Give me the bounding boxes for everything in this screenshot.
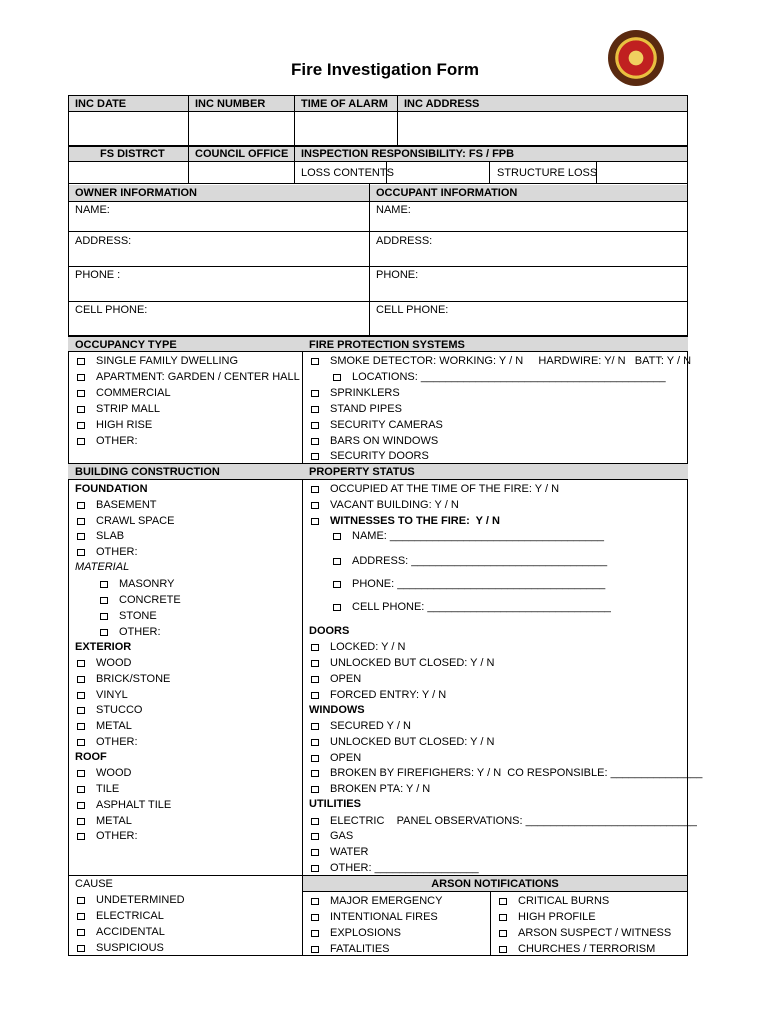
witness-field[interactable]: ADDRESS: ________________________________ (333, 555, 607, 567)
checkbox-icon[interactable] (311, 660, 319, 667)
exterior-subheading: EXTERIOR (75, 641, 132, 653)
checkbox-icon[interactable] (77, 802, 85, 809)
material-option[interactable]: CONCRETE (100, 594, 181, 606)
checkbox-icon[interactable] (77, 676, 85, 683)
roof-subheading: ROOF (75, 751, 107, 763)
owner-name-field[interactable]: NAME: (75, 204, 110, 216)
header-input-row[interactable] (68, 112, 688, 146)
material-option[interactable]: MASONRY (100, 578, 174, 590)
inc-number-label: INC NUMBER (195, 98, 266, 110)
cause-option[interactable]: ELECTRICAL (77, 910, 164, 922)
owner-phone-field[interactable]: PHONE : (75, 269, 121, 281)
arson-option[interactable]: EXPLOSIONS (311, 927, 401, 939)
occupancy-option[interactable]: SINGLE FAMILY DWELLING (77, 355, 238, 367)
fire-protection-option[interactable]: LOCATIONS: ________________________________________ (333, 371, 666, 383)
checkbox-icon[interactable] (77, 833, 85, 840)
checkbox-icon[interactable] (311, 453, 319, 460)
fire-protection-option[interactable]: SECURITY DOORS (311, 450, 429, 462)
occupancy-option[interactable]: OTHER: (77, 435, 138, 447)
checkbox-icon[interactable] (77, 422, 85, 429)
checkbox-icon[interactable] (311, 849, 319, 856)
checkbox-icon[interactable] (77, 818, 85, 825)
roof-option[interactable]: METAL (77, 815, 132, 827)
fire-protection-option[interactable]: SPRINKLERS (311, 387, 400, 399)
checkbox-icon[interactable] (311, 739, 319, 746)
exterior-option[interactable]: OTHER: (77, 736, 138, 748)
exterior-option[interactable]: STUCCO (77, 704, 142, 716)
checkbox-icon[interactable] (311, 644, 319, 651)
checkbox-icon[interactable] (77, 406, 85, 413)
owner-address-field[interactable]: ADDRESS: (75, 235, 132, 247)
checkbox-icon[interactable] (499, 930, 507, 937)
checkbox-icon[interactable] (77, 358, 85, 365)
checkbox-icon[interactable] (311, 946, 319, 953)
roof-option[interactable]: WOOD (77, 767, 131, 779)
checkbox-icon[interactable] (77, 945, 85, 952)
occupancy-option[interactable]: COMMERCIAL (77, 387, 171, 399)
arson-option[interactable]: CRITICAL BURNS (499, 895, 609, 907)
arson-option[interactable]: ARSON SUSPECT / WITNESS (499, 927, 671, 939)
checkbox-icon[interactable] (77, 739, 85, 746)
inspection-label: INSPECTION RESPONSIBILITY: FS / FPB (301, 148, 515, 160)
windows-subheading: WINDOWS (309, 704, 365, 716)
utility-option[interactable]: GAS (311, 830, 353, 842)
checkbox-icon[interactable] (311, 865, 319, 872)
checkbox-icon[interactable] (311, 770, 319, 777)
checkbox-icon[interactable] (333, 581, 341, 588)
checkbox-icon[interactable] (77, 770, 85, 777)
checkbox-icon[interactable] (77, 502, 85, 509)
checkbox-icon[interactable] (499, 898, 507, 905)
checkbox-icon[interactable] (77, 390, 85, 397)
foundation-subheading: FOUNDATION (75, 483, 148, 495)
checkbox-icon[interactable] (311, 914, 319, 921)
material-option[interactable]: OTHER: (100, 626, 161, 638)
council-office-label: COUNCIL OFFICE (195, 148, 289, 160)
checkbox-icon[interactable] (77, 438, 85, 445)
utility-option[interactable]: WATER (311, 846, 369, 858)
foundation-option[interactable]: BASEMENT (77, 499, 157, 511)
cause-option[interactable]: UNDETERMINED (77, 894, 185, 906)
property-option[interactable]: WITNESSES TO THE FIRE: Y / N (311, 515, 500, 527)
checkbox-icon[interactable] (311, 930, 319, 937)
checkbox-icon[interactable] (77, 660, 85, 667)
cause-option[interactable]: ACCIDENTAL (77, 926, 165, 938)
time-of-alarm-label: TIME OF ALARM (301, 98, 388, 110)
fire-protection-option[interactable]: BARS ON WINDOWS (311, 435, 438, 447)
checkbox-icon[interactable] (311, 723, 319, 730)
checkbox-icon[interactable] (499, 914, 507, 921)
occupant-cell-field[interactable]: CELL PHONE: (376, 304, 449, 316)
cause-option[interactable]: SUSPICIOUS (77, 942, 164, 954)
fs-district-label: FS DISTRCT (100, 148, 165, 160)
checkbox-icon[interactable] (77, 707, 85, 714)
structure-loss-label: STRUCTURE LOSS (497, 167, 598, 179)
checkbox-icon[interactable] (77, 786, 85, 793)
fire-protection-option[interactable]: SECURITY CAMERAS (311, 419, 443, 431)
occupant-phone-field[interactable]: PHONE: (376, 269, 419, 281)
checkbox-icon[interactable] (311, 692, 319, 699)
property-option[interactable]: VACANT BUILDING: Y / N (311, 499, 459, 511)
door-option[interactable]: OPEN (311, 673, 361, 685)
door-option[interactable]: UNLOCKED BUT CLOSED: Y / N (311, 657, 494, 669)
checkbox-icon[interactable] (77, 897, 85, 904)
checkbox-icon[interactable] (333, 533, 341, 540)
fire-protection-option[interactable]: STAND PIPES (311, 403, 402, 415)
occupancy-option[interactable]: HIGH RISE (77, 419, 152, 431)
arson-option[interactable]: CHURCHES / TERRORISM (499, 943, 655, 955)
checkbox-icon[interactable] (311, 518, 319, 525)
checkbox-icon[interactable] (77, 518, 85, 525)
occupant-address-field[interactable]: ADDRESS: (376, 235, 433, 247)
foundation-option[interactable]: SLAB (77, 530, 124, 542)
doors-subheading: DOORS (309, 625, 350, 637)
checkbox-icon[interactable] (311, 755, 319, 762)
owner-cell-field[interactable]: CELL PHONE: (75, 304, 148, 316)
checkbox-icon[interactable] (311, 818, 319, 825)
inc-date-label: INC DATE (75, 98, 127, 110)
utilities-subheading: UTILITIES (309, 798, 361, 810)
loss-contents-label: LOSS CONTENTS (301, 167, 394, 179)
arson-option[interactable]: HIGH PROFILE (499, 911, 596, 923)
checkbox-icon[interactable] (311, 898, 319, 905)
checkbox-icon[interactable] (77, 913, 85, 920)
fire-department-seal (608, 30, 664, 86)
exterior-option[interactable]: WOOD (77, 657, 131, 669)
material-subheading: MATERIAL (75, 561, 130, 573)
foundation-option[interactable]: OTHER: (77, 546, 138, 558)
building-heading: BUILDING CONSTRUCTION (75, 466, 220, 478)
fire-protection-heading: FIRE PROTECTION SYSTEMS (309, 339, 465, 351)
occupancy-option[interactable]: APARTMENT: GARDEN / CENTER HALL (77, 371, 300, 383)
checkbox-icon[interactable] (311, 406, 319, 413)
occupant-name-field[interactable]: NAME: (376, 204, 411, 216)
inc-address-label: INC ADDRESS (404, 98, 480, 110)
checkbox-icon[interactable] (77, 533, 85, 540)
checkbox-icon[interactable] (311, 786, 319, 793)
checkbox-icon[interactable] (77, 549, 85, 556)
roof-option[interactable]: OTHER: (77, 830, 138, 842)
window-option[interactable]: SECURED Y / N (311, 720, 411, 732)
page-title: Fire Investigation Form (291, 60, 479, 79)
exterior-option[interactable]: VINYL (77, 689, 128, 701)
arson-heading: ARSON NOTIFICATIONS (431, 878, 559, 890)
checkbox-icon[interactable] (311, 422, 319, 429)
checkbox-icon[interactable] (311, 486, 319, 493)
window-option[interactable]: OPEN (311, 752, 361, 764)
utility-option[interactable]: ELECTRIC PANEL OBSERVATIONS: ____________________________ (311, 815, 697, 827)
window-option[interactable]: UNLOCKED BUT CLOSED: Y / N (311, 736, 494, 748)
arson-option[interactable]: FATALITIES (311, 943, 390, 955)
property-option[interactable]: OCCUPIED AT THE TIME OF THE FIRE: Y / N (311, 483, 559, 495)
exterior-option[interactable]: BRICK/STONE (77, 673, 170, 685)
witness-field[interactable]: NAME: ___________________________________ (333, 530, 604, 542)
door-option[interactable]: FORCED ENTRY: Y / N (311, 689, 446, 701)
roof-option[interactable]: ASPHALT TILE (77, 799, 171, 811)
arson-option[interactable]: INTENTIONAL FIRES (311, 911, 438, 923)
checkbox-icon[interactable] (311, 676, 319, 683)
checkbox-icon[interactable] (77, 723, 85, 730)
checkbox-icon[interactable] (311, 833, 319, 840)
checkbox-icon[interactable] (77, 692, 85, 699)
checkbox-icon[interactable] (333, 558, 341, 565)
checkbox-icon[interactable] (311, 390, 319, 397)
fire-protection-option[interactable]: SMOKE DETECTOR: WORKING: Y / N HARDWIRE: Y/ N BATT: Y / N (311, 355, 691, 367)
door-option[interactable]: LOCKED: Y / N (311, 641, 405, 653)
checkbox-icon[interactable] (333, 374, 341, 381)
occupancy-heading: OCCUPANCY TYPE (75, 339, 177, 351)
cause-heading: CAUSE (75, 878, 113, 890)
checkbox-icon[interactable] (77, 374, 85, 381)
checkbox-icon[interactable] (311, 358, 319, 365)
foundation-option[interactable]: CRAWL SPACE (77, 515, 174, 527)
material-option[interactable]: STONE (100, 610, 157, 622)
property-heading: PROPERTY STATUS (309, 466, 415, 478)
checkbox-icon[interactable] (311, 438, 319, 445)
checkbox-icon[interactable] (100, 613, 108, 620)
checkbox-icon[interactable] (100, 629, 108, 636)
arson-option[interactable]: MAJOR EMERGENCY (311, 895, 442, 907)
checkbox-icon[interactable] (499, 946, 507, 953)
window-option[interactable]: BROKEN PTA: Y / N (311, 783, 430, 795)
checkbox-icon[interactable] (77, 929, 85, 936)
checkbox-icon[interactable] (100, 581, 108, 588)
checkbox-icon[interactable] (333, 604, 341, 611)
window-option[interactable]: BROKEN BY FIREFIGHERS: Y / N CO RESPONSIBLE: _______________ (311, 767, 702, 779)
utility-option[interactable]: OTHER: _________________ (311, 862, 479, 874)
checkbox-icon[interactable] (311, 502, 319, 509)
occupancy-option[interactable]: STRIP MALL (77, 403, 160, 415)
witness-field[interactable]: PHONE: __________________________________ (333, 578, 605, 590)
occupant-heading: OCCUPANT INFORMATION (376, 187, 518, 199)
roof-option[interactable]: TILE (77, 783, 119, 795)
checkbox-icon[interactable] (100, 597, 108, 604)
exterior-option[interactable]: METAL (77, 720, 132, 732)
owner-heading: OWNER INFORMATION (75, 187, 198, 199)
witness-field[interactable]: CELL PHONE: ______________________________ (333, 601, 611, 613)
